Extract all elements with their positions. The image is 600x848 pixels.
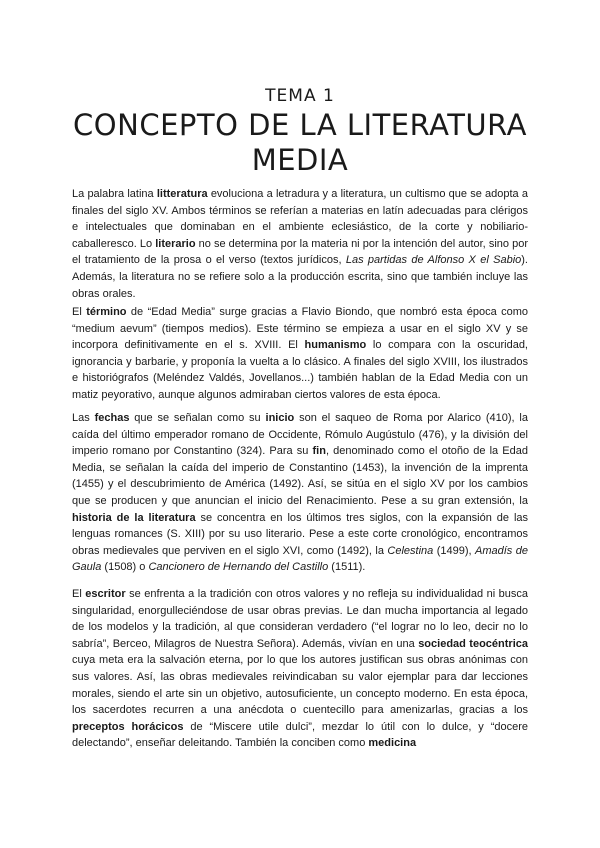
bold-term: preceptos horácicos (72, 720, 184, 733)
text-run: lo compara con la oscuridad, ignorancia y barbarie, y proponía la vuelta a lo clásico. A finales del siglo XVIII, los ilustrados e historiógrafos (Meléndez Valdés, Jovellanos...) también hablan de la Edad Media con un matiz peyorativo, aunque algunos admiraban ciertos valores de esta época. (72, 339, 528, 401)
paragraph-writer (72, 586, 528, 752)
bold-term: literario (155, 237, 196, 250)
text-run: (1511). (328, 561, 366, 574)
text-run: (1499), (433, 544, 476, 557)
bold-term: fechas (94, 412, 130, 424)
text-run: evoluciona a letradura y a literatura, un cultismo que se adopta a finales del siglo XV. Ambos términos se referían a materias en latín adecuadas para clérigos e intelectuales que dominaban en el ambiente eclesiástico, de la corte y nobiliario-caballeresco. Lo (72, 188, 528, 250)
text-run: (1508) o (101, 561, 149, 574)
text-run: , denominado como el otoño de la Edad Media, se señalan la caída del imperio de Constantino (1453), la invención de la imprenta (1455) y el descubrimiento de América (1492). Así, se sitúa en el siglo XV por los cambios que se producen y que anuncian el inicio del Renacimiento. Pese a su gran extensión, la (72, 445, 528, 507)
bold-term: humanismo (304, 339, 367, 352)
italic-title: Celestina (387, 544, 434, 557)
italic-title: Amadís de Gaula (72, 544, 528, 574)
italic-title: Las partidas de Alfonso X el Sabio (345, 254, 522, 267)
topic-label: TEMA 1 (265, 86, 335, 106)
bold-term: historia de la literatura (72, 511, 196, 524)
text-run: ). Además, la literatura no se refiere solo a la producción escrita, sino que también incluye las obras orales. (72, 254, 528, 300)
bold-term: sociedad teocéntrica (418, 637, 528, 650)
paragraph-definition (72, 186, 528, 302)
text-run: cuya meta era la salvación eterna, por lo que los autores justifican sus obras anónimas con sus valores. Así, las obras medievales reivindicaban su valor ejemplar para dar lecciones morales, siendo el arte sin un objetivo, autosuficiente, un concepto moderno. En esta época, los sacerdotes recurren a una anécdota o cuentecillo para amenizarlas, gracias a los (72, 654, 528, 717)
text-run: de “Edad Media” surge gracias a Flavio Biondo, que nombró esta época como “medium aevum” (tiempos medios). Este término se empieza a usar en el siglo XV y se incorpora definitivamente en el s. XVIII. El (72, 306, 528, 352)
text-run: se enfrenta a la tradición con otros valores y no refleja su individualidad ni busca singularidad, enorgulleciéndose de usar obras previas. Le dan mucha importancia al legado de los modelos y la tradición, al que consideran verdadero (“el lograr no lo leo, decir no lo sabría”, Berceo, Milagros de Nuestra Señora). Además, vivían en una (72, 588, 528, 650)
text-run: no se determina por la materia ni por la intención del autor, sino por el tratamiento de la prosa o el verso (textos jurídicos, (72, 237, 528, 267)
bold-term: inicio (265, 412, 295, 424)
bold-term: litteratura (156, 188, 208, 200)
page-title: CONCEPTO DE LA LITERATURA MEDIA (73, 108, 527, 177)
bold-term: medicina (368, 737, 417, 750)
text-run: de “Miscere utile dulci”, mezdar lo útil con lo dulce, y “docere delectando”, enseñar deleitando. También la conciben como (72, 720, 528, 750)
italic-title: Cancionero de Hernando del Castillo (148, 561, 329, 574)
text-run: que se señalan como su (129, 412, 266, 424)
text-run: La palabra latina (72, 188, 157, 200)
bold-term: término (86, 306, 127, 318)
text-run: son el saqueo de Roma por Alarico (410), la caída del último emperador romano de Occidente, Rómulo Augústulo (476), y la división del imperio romano por Constantino (324). Para su (72, 412, 528, 458)
text-run: El (72, 306, 87, 318)
text-run: El (72, 588, 86, 600)
text-run: se concentra en los últimos tres siglos, con la expansión de las lenguas romances (S. XIII) por su uso literario. Pese a este corte cronológico, encontramos obras medievales que perviven en el siglo XVI, como (1492), la (72, 511, 529, 557)
paragraph-term (72, 304, 528, 404)
bold-term: fin (312, 445, 326, 458)
paragraph-dates (72, 410, 528, 576)
bold-term: escritor (85, 588, 126, 600)
text-run: Las (72, 412, 95, 424)
